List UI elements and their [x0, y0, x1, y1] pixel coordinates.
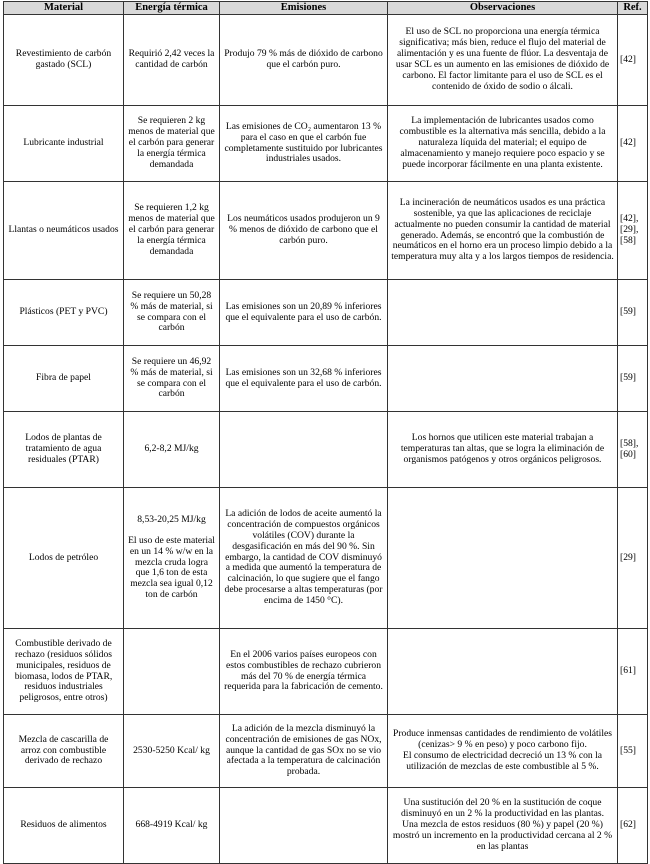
- observaciones-cell: [388, 280, 618, 346]
- observaciones-cell: [388, 488, 618, 629]
- material-cell: Residuos de alimentos: [4, 788, 124, 864]
- observaciones-cell: El uso de SCL no proporciona una energía térmica significativa; más bien, reduce el flujo del material de alimentación y es una fuente de flúor. La desventaja de usar SCL es un aumento en las emisiones de dióxido de carbono. El factor limitante para el uso de SCL es el contenido de óxido de sodio o álcali.: [388, 15, 618, 106]
- ref-cell: [61]: [618, 629, 648, 715]
- table-row: [4, 412, 648, 488]
- observaciones-cell: [388, 715, 618, 788]
- emisiones-cell: La adición de la mezcla disminuyó la concentración de emisiones de gas NOx, aunque la cantidad de gas SOx no se vio afectada a la temperatura de calcinación probada.: [220, 715, 388, 788]
- ref-cell: [62]: [618, 788, 648, 864]
- energia-cell: Se requieren 2 kg menos de material que el carbón para generar la energía térmica demandada: [124, 106, 220, 182]
- energia-cell: 668-4919 Kcal/ kg: [124, 788, 220, 864]
- emisiones-cell: Los neumáticos usados produjeron un 9 % menos de dióxido de carbono que el carbón puro.: [220, 182, 388, 280]
- energia-cell: 6,2-8,2 MJ/kg: [124, 412, 220, 488]
- observaciones-line: El consumo de electricidad decreció un 13 % con la utilización de mezclas de este combustible al 5 %.: [403, 750, 602, 772]
- observaciones-cell: [388, 346, 618, 412]
- emisiones-cell: Las emisiones son un 20,89 % inferiores que el equivalente para el uso de carbón.: [220, 280, 388, 346]
- energia-cell: Se requiere un 46,92 % más de material, si se compara con el carbón: [124, 346, 220, 412]
- ref-cell: [58], [60]: [618, 412, 648, 488]
- observaciones-cell: [388, 788, 618, 864]
- table-row: [4, 106, 648, 182]
- material-cell: Fibra de papel: [4, 346, 124, 412]
- ref-cell: [42]: [618, 106, 648, 182]
- table-row: [4, 715, 648, 788]
- comparison-table: [3, 1, 648, 864]
- energia-cell: Requirió 2,42 veces la cantidad de carbón: [124, 15, 220, 106]
- observaciones-line: Una mezcla de estos residuos (80 %) y papel (20 %) mostró un incremento en la productividad cercana al 2 % en las plantas: [392, 819, 613, 852]
- observaciones-cell: La implementación de lubricantes usados como combustible es la alternativa más sencilla, debido a la naturaleza líquida del material; el equipo de almacenamiento y manejo requiere poco espacio y se puede incorporar fácilmente en una planta existente.: [388, 106, 618, 182]
- ref-cell: [42], [29], [58]: [618, 182, 648, 280]
- energia-cell: 2530-5250 Kcal/ kg: [124, 715, 220, 788]
- header-energia: Energía térmica: [124, 2, 220, 15]
- observaciones-cell: [388, 629, 618, 715]
- energia-cell: Se requieren 1,2 kg menos de material que el carbón para generar la energía térmica demandada: [124, 182, 220, 280]
- material-cell: Plásticos (PET y PVC): [4, 280, 124, 346]
- table-row: [4, 280, 648, 346]
- ref-cell: [59]: [618, 280, 648, 346]
- emisiones-cell: [220, 412, 388, 488]
- material-cell: Lubricante industrial: [4, 106, 124, 182]
- observaciones-cell: Los hornos que utilicen este material trabajan a temperaturas tan altas, que se logra la eliminación de organismos patógenos y otros orgánicos peligrosos.: [388, 412, 618, 488]
- table-row: [4, 346, 648, 412]
- energia-value: 8,53-20,25 MJ/kg: [137, 513, 206, 525]
- ref-cell: [29]: [618, 488, 648, 629]
- ref-cell: [55]: [618, 715, 648, 788]
- material-cell: Revestimiento de carbón gastado (SCL): [4, 15, 124, 106]
- ref-cell: [59]: [618, 346, 648, 412]
- observaciones-line: Una sustitución del 20 % en la sustitución de coque disminuyó en un 2 % la productividad en las plantas.: [400, 797, 605, 820]
- emisiones-cell: La adición de lodos de aceite aumentó la concentración de compuestos orgánicos volátiles (COV) durante la desgasificación en más del 90 %. Sin embargo, la cantidad de COV disminuyó a medida que aumentó la temperatura de calcinación, lo que sugiere que el fango debe procesarse a altas temperaturas (por encima de 1450 °C).: [220, 488, 388, 629]
- emisiones-cell: En el 2006 varios países europeos con estos combustibles de rechazo cubrieron más del 70 % de energía térmica requerida para la fabricación de cemento.: [220, 629, 388, 715]
- table-row: [4, 629, 648, 715]
- material-cell: Lodos de petróleo: [4, 488, 124, 629]
- emisiones-cell: Produjo 79 % más de dióxido de carbono que el carbón puro.: [220, 15, 388, 106]
- energia-note: El uso de este material en un 14 % w/w en la mezcla cruda logra que 1,6 ton de esta mezcla sea igual 0,12 ton de carbón: [128, 534, 215, 601]
- observaciones-line: Produce inmensas cantidades de rendimiento de volátiles (cenizas> 9 % en peso) y poco carbono fijo.: [393, 728, 612, 751]
- material-cell: Mezcla de cascarilla de arroz con combustible derivado de rechazo: [4, 715, 124, 788]
- table-row: [4, 15, 648, 106]
- table-row: [4, 488, 648, 629]
- emisiones-cell: Las emisiones de CO₂ aumentaron 13 % para el caso en que el carbón fue completamente sustituido por lubricantes industriales usados.: [220, 106, 388, 182]
- header-material: Material: [4, 2, 124, 15]
- ref-cell: [42]: [618, 15, 648, 106]
- header-ref: Ref.: [618, 2, 648, 15]
- material-cell: Combustible derivado de rechazo (residuos sólidos municipales, residuos de biomasa, lodos de PTAR, residuos industriales peligrosos, entre otros): [4, 629, 124, 715]
- observaciones-cell: La incineración de neumáticos usados es una práctica sostenible, ya que las aplicaciones de reciclaje actualmente no pueden consumir la cantidad de material generado. Además, se encontró que la combustión de neumáticos en el horno era un proceso limpio debido a la temperatura muy alta y a los largos tiempos de residencia.: [388, 182, 618, 280]
- energia-cell: [124, 629, 220, 715]
- header-emisiones: Emisiones: [220, 2, 388, 15]
- table-row: [4, 788, 648, 864]
- header-observaciones: Observaciones: [388, 2, 618, 15]
- material-cell: Lodos de plantas de tratamiento de agua residuales (PTAR): [4, 412, 124, 488]
- material-cell: Llantas o neumáticos usados: [4, 182, 124, 280]
- energia-cell: [124, 488, 220, 629]
- table-row: [4, 182, 648, 280]
- energia-cell: Se requiere un 50,28 % más de material, si se compara con el carbón: [124, 280, 220, 346]
- emisiones-cell: [220, 788, 388, 864]
- emisiones-cell: Las emisiones son un 32,68 % inferiores que el equivalente para el uso de carbón.: [220, 346, 388, 412]
- header-row: [4, 2, 648, 15]
